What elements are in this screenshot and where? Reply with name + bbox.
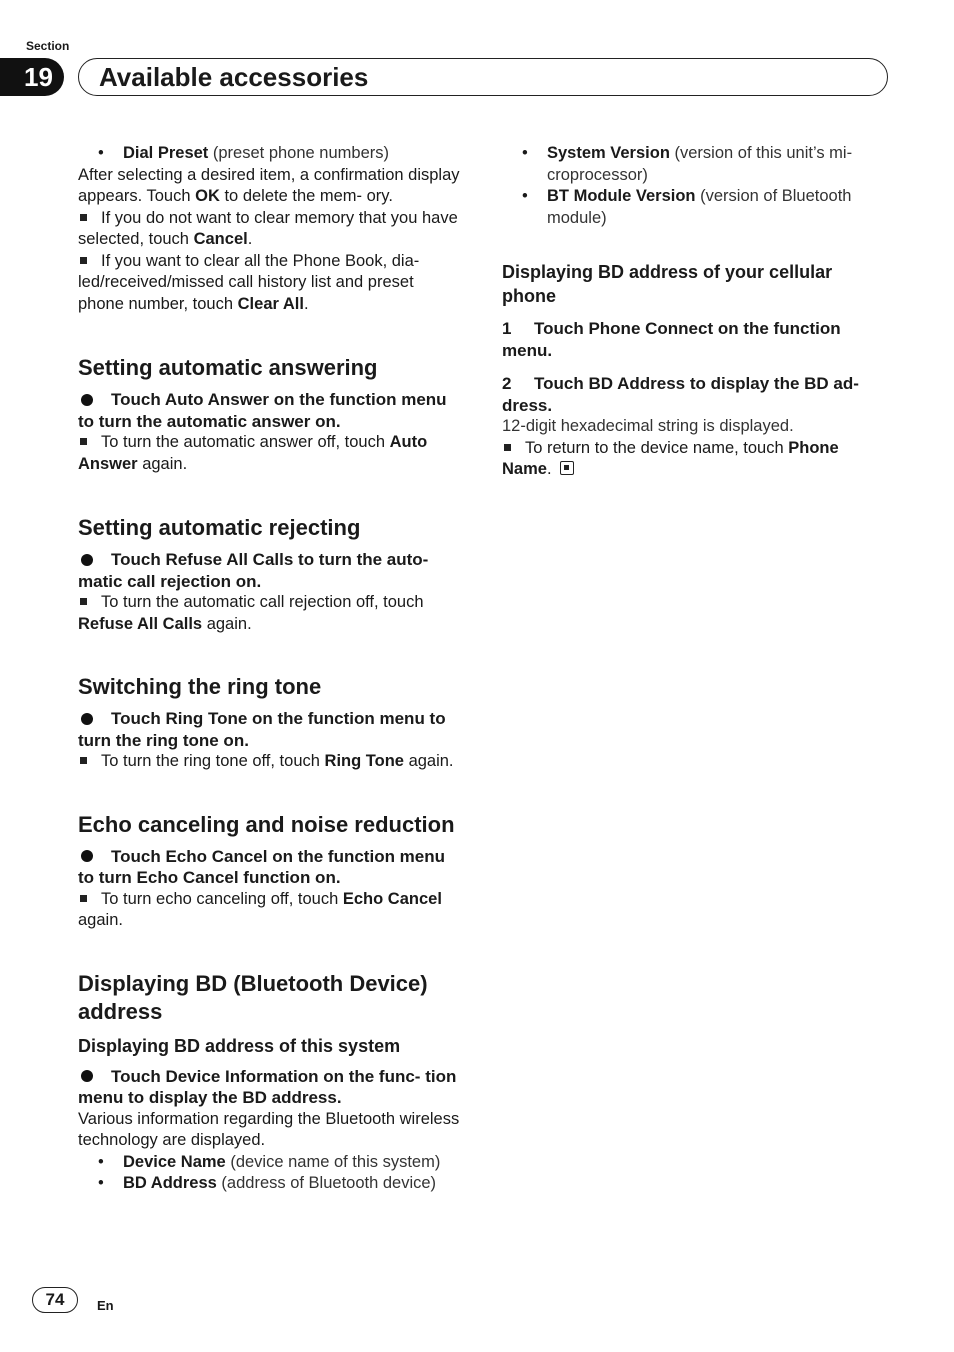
bullet-icon: • [98,1174,104,1192]
note-square-icon [80,757,87,764]
note-echo-cancel: To turn echo canceling off, touch Echo Cancel again. [78,889,442,929]
note-cancel: If you do not want to clear memory that you have selected, touch Cancel. [78,208,458,248]
step-1-phone-connect: 1 Touch Phone Connect on the function menu. [502,319,841,360]
list-item-device-name: • Device Name (device name of this system) [78,1152,464,1174]
bullet-icon: • [98,1152,104,1171]
note-square-icon [80,214,87,221]
hex-string-text: 12-digit hexadecimal string is displayed. [502,417,794,435]
list-item-bd-address: • BD Address (address of Bluetooth device) [78,1173,464,1195]
section-number-badge: 19 [0,58,64,96]
section-label: Section [26,39,70,53]
step-echo-cancel: Touch Echo Cancel on the function menu to turn Echo Cancel function on. [78,846,446,887]
confirmation-paragraph: After selecting a desired item, a confirmation display appears. Touch OK to delete the mem- ory. [78,165,460,205]
right-column [502,143,888,481]
heading-echo-cancel: Echo canceling and noise reduction [78,811,455,837]
left-column [78,143,464,1195]
bd-body-text: Various information regarding the Bluetooth wireless technology are displayed. [78,1109,460,1149]
bullet-icon: • [98,144,104,162]
step-circle-icon [81,394,93,406]
page-title-bar [78,58,888,96]
note-phone-name: To return to the device name, touch Phone Name. [502,438,839,478]
step-circle-icon [81,554,93,566]
heading-ring-tone: Switching the ring tone [78,674,322,699]
note-auto-answer: To turn the automatic answer off, touch Auto Answer again. [78,433,428,473]
list-item-dial-preset: • Dial Preset (preset phone numbers) [78,143,464,165]
note-clear-all: If you want to clear all the Phone Book, dia- led/received/missed call history list and preset phone number, touch Clear All. [78,251,420,313]
heading-auto-answer: Setting automatic answering [78,355,378,380]
step-circle-icon [81,850,93,862]
subheading-bd-this-system: Displaying BD address of this system [78,1035,401,1056]
bullet-icon: • [522,187,528,205]
end-mark-icon [560,461,574,475]
page-title: Available accessories [99,62,369,92]
note-square-icon [80,598,87,605]
note-square-icon [80,438,87,445]
list-item-system-version: • System Version (version of this unit’s mi- croprocessor) [522,144,853,184]
step-circle-icon [81,1070,93,1082]
bullet-icon: • [522,144,528,162]
step-auto-answer: Touch Auto Answer on the function menu to turn the automatic answer on. [78,390,447,431]
step-auto-reject: Touch Refuse All Calls to turn the auto- matic call rejection on. [78,550,429,591]
note-square-icon [504,444,511,451]
step-device-information: Touch Device Information on the func- tion menu to display the BD address. [78,1066,457,1107]
step-circle-icon [81,713,93,725]
subheading-bd-cellular: Displaying BD address of your cellular phone [502,262,833,306]
note-auto-reject: To turn the automatic call rejection off, touch Refuse All Calls again. [78,593,424,633]
heading-auto-reject: Setting automatic rejecting [78,515,361,540]
note-ring-tone: To turn the ring tone off, touch Ring Tone again. [78,751,464,773]
heading-bd-address: Displaying BD (Bluetooth Device) address [78,970,428,1024]
list-item-bt-module-version: • BT Module Version (version of Bluetooth module) [522,187,852,227]
language-label: En [97,1298,114,1313]
step-2-bd-address: 2 Touch BD Address to display the BD ad- dress. [502,374,859,415]
note-square-icon [80,257,87,264]
page-number: 74 [32,1287,78,1313]
note-square-icon [80,895,87,902]
step-ring-tone: Touch Ring Tone on the function menu to turn the ring tone on. [78,709,446,750]
